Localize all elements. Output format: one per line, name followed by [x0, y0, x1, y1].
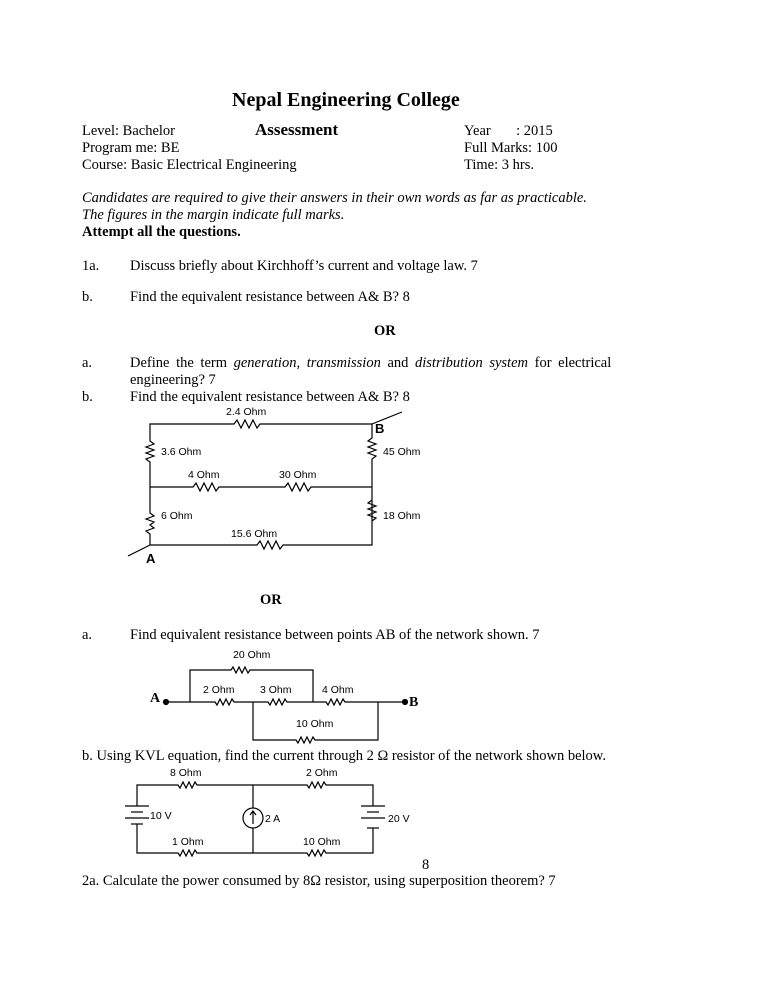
- course: Course: Basic Electrical Engineering: [82, 157, 297, 173]
- q1a-text: Discuss briefly about Kirchhoff’s current and voltage law. 7: [130, 258, 478, 274]
- node-a-dot: [164, 700, 169, 705]
- q1b-number: b.: [82, 289, 93, 305]
- alt-a-number: a.: [82, 355, 93, 371]
- resistor-label: 1 Ohm: [172, 836, 204, 848]
- wire: [150, 483, 372, 491]
- node-a-label: A: [146, 551, 156, 566]
- text: and: [380, 355, 416, 371]
- or-separator-1: OR: [374, 323, 396, 339]
- resistor-label: 18 Ohm: [383, 510, 421, 522]
- program: Program me: BE: [82, 140, 180, 156]
- resistor-label: 15.6 Ohm: [231, 528, 278, 540]
- wire: [137, 782, 373, 806]
- alt-a-text-line2: engineering? 7: [130, 372, 216, 388]
- circuit-3: [125, 767, 410, 856]
- resistor-label: 2 Ohm: [203, 684, 235, 696]
- q1a-number: 1a.: [82, 258, 100, 274]
- level: Level: Bachelor: [82, 123, 175, 139]
- resistor-label: 30 Ohm: [279, 469, 317, 481]
- voltage-label: 10 V: [150, 810, 172, 822]
- resistor-label: 4 Ohm: [188, 469, 220, 481]
- alt2-a-text: Find equivalent resistance between points AB of the network shown. 7: [130, 627, 540, 643]
- alt2-a-number: a.: [82, 627, 93, 643]
- node-a-label: A: [150, 691, 161, 706]
- or-separator-2: OR: [260, 592, 282, 608]
- voltage-label: 20 V: [388, 813, 410, 825]
- instruction-1: Candidates are required to give their answers in their own words as far as practicable.: [82, 190, 587, 206]
- text: distribution system: [415, 355, 528, 371]
- instruction-3: Attempt all the questions.: [82, 224, 241, 240]
- resistor-label: 2.4 Ohm: [226, 406, 267, 418]
- resistor-label: 3 Ohm: [260, 684, 292, 696]
- q1b-text: Find the equivalent resistance between A& B? 8: [130, 289, 410, 305]
- assessment-title: Assessment: [255, 120, 339, 139]
- node-b-label: B: [409, 695, 419, 710]
- alt2-b-text: b. Using KVL equation, find the current through 2 Ω resistor of the network shown below.: [82, 748, 606, 764]
- resistor-label: 3.6 Ohm: [161, 446, 202, 458]
- alt-b-number: b.: [82, 389, 93, 405]
- full-marks: Full Marks: 100: [464, 140, 558, 156]
- node-b-dot: [403, 700, 408, 705]
- q2a-text: 2a. Calculate the power consumed by 8Ω resistor, using superposition theorem? 7: [82, 873, 556, 889]
- resistor-label: 8 Ohm: [170, 767, 202, 779]
- alt2-b-marks: 8: [422, 857, 430, 873]
- circuit-2: [150, 649, 418, 743]
- resistor-label: 10 Ohm: [303, 836, 341, 848]
- wire: [190, 699, 405, 705]
- resistor-label: 10 Ohm: [296, 718, 334, 730]
- college-title: Nepal Engineering College: [232, 89, 460, 111]
- current-arrow-icon: [250, 811, 256, 824]
- instruction-2: The figures in the margin indicate full marks.: [82, 207, 345, 223]
- current-label: 2 A: [265, 813, 281, 825]
- text: Define the term: [130, 355, 234, 371]
- resistor-label: 45 Ohm: [383, 446, 421, 458]
- node-b-label: B: [375, 421, 385, 436]
- resistor-label: 6 Ohm: [161, 510, 193, 522]
- resistor-label: 20 Ohm: [233, 649, 271, 661]
- resistor-label: 2 Ohm: [306, 767, 338, 779]
- text: for electrical: [527, 355, 612, 371]
- circuit-1: [128, 406, 421, 566]
- text: generation, transmission: [233, 355, 381, 371]
- alt-b-text: Find the equivalent resistance between A& B? 8: [130, 389, 410, 405]
- year: Year : 2015: [464, 123, 553, 139]
- resistor-label: 4 Ohm: [322, 684, 354, 696]
- time: Time: 3 hrs.: [464, 157, 534, 173]
